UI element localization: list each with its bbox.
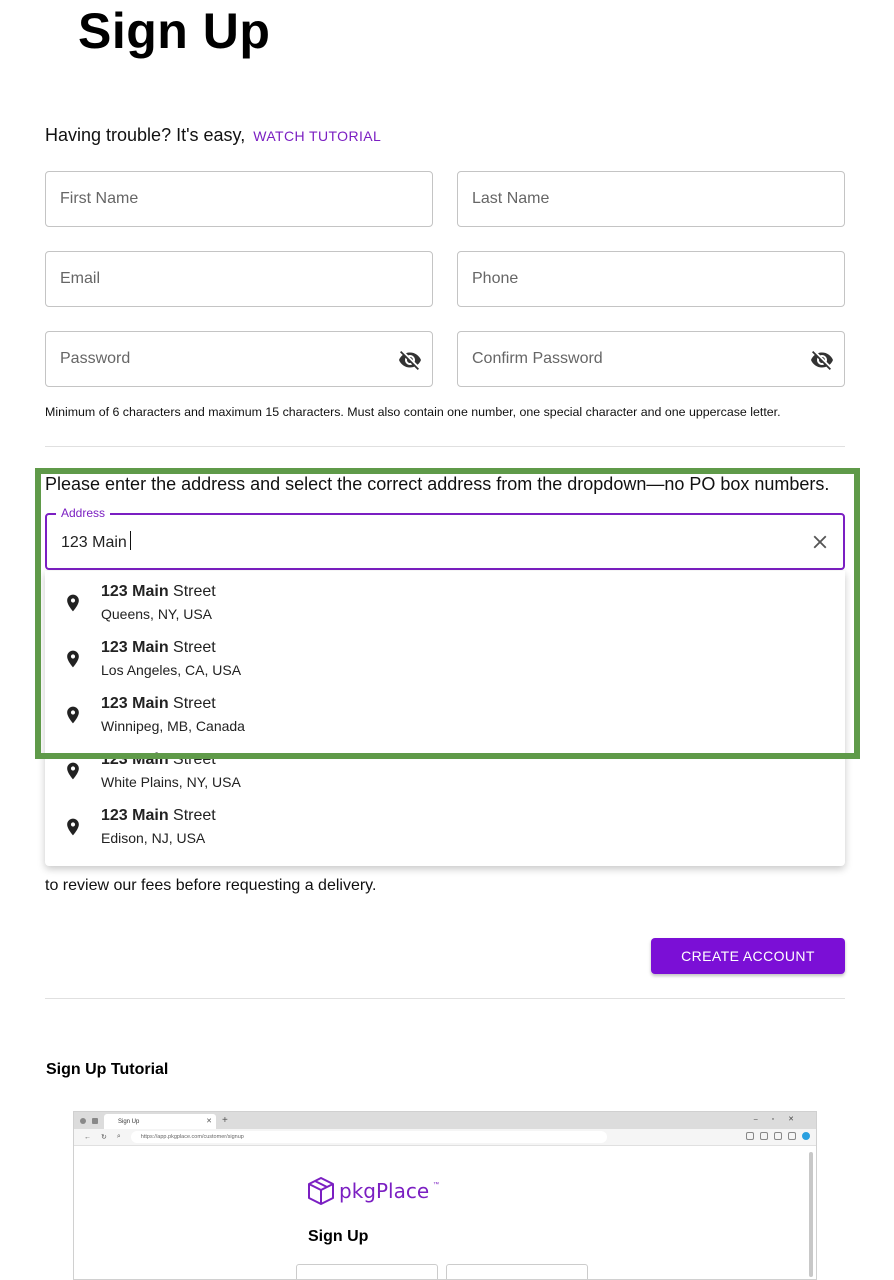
logo-trademark: ™: [433, 1182, 440, 1188]
location-pin-icon: [63, 703, 83, 727]
video-browser-tab: Sign Up ✕: [104, 1114, 216, 1129]
profile-icon: [80, 1118, 86, 1124]
video-input-box: [296, 1264, 438, 1280]
suggestion-secondary: White Plains, NY, USA: [101, 774, 241, 790]
text-caret: [130, 531, 132, 550]
help-text: Having trouble? It's easy,: [45, 125, 246, 145]
phone-field[interactable]: [457, 251, 845, 307]
tab-actions-icon: [92, 1118, 98, 1124]
location-pin-icon: [63, 815, 83, 839]
page-title: Sign Up: [78, 3, 271, 59]
divider: [45, 998, 845, 999]
last-name-field[interactable]: [457, 171, 845, 227]
suggestion-secondary: Queens, NY, USA: [101, 606, 213, 622]
address-suggestions-dropdown: [45, 571, 845, 866]
first-name-input[interactable]: [60, 190, 418, 208]
suggestion-secondary: Los Angeles, CA, USA: [101, 662, 242, 678]
suggestion-primary: 123 Main Street: [101, 751, 216, 768]
video-browser-tabbar: [74, 1112, 816, 1129]
video-page-body: [74, 1146, 816, 1280]
address-instruction: Please enter the address and select the correct address from the dropdown—no PO box numbers.: [45, 474, 830, 494]
suggestion-option[interactable]: [45, 631, 845, 687]
email-field[interactable]: [45, 251, 433, 307]
logo-text: pkgPlace: [339, 1179, 430, 1203]
address-field[interactable]: [45, 506, 845, 570]
divider: [45, 446, 845, 447]
suggestion-option[interactable]: [45, 743, 845, 799]
location-pin-icon: [63, 591, 83, 615]
plus-icon: +: [222, 1115, 228, 1126]
suggestion-option[interactable]: [45, 799, 845, 855]
copilot-icon: [802, 1132, 810, 1140]
suggestion-primary: 123 Main Street: [101, 583, 216, 600]
email-input[interactable]: [60, 270, 418, 288]
location-pin-icon: [63, 647, 83, 671]
location-pin-icon: [63, 759, 83, 783]
password-hint: Minimum of 6 characters and maximum 15 characters. Must also contain one number, one special character and one uppercase letter.: [45, 405, 781, 419]
first-name-field[interactable]: [45, 171, 433, 227]
eye-off-icon[interactable]: [810, 348, 834, 372]
toolbar-icon: [746, 1132, 754, 1140]
back-icon: ←: [84, 1133, 91, 1141]
notice-line-2: to review our fees before requesting a delivery.: [45, 877, 377, 894]
suggestion-primary: 123 Main Street: [101, 695, 216, 712]
video-scrollbar: [809, 1152, 813, 1277]
tutorial-video[interactable]: [73, 1111, 817, 1280]
suggestion-option[interactable]: [45, 687, 845, 743]
suggestion-secondary: Winnipeg, MB, Canada: [101, 718, 245, 734]
confirm-password-field[interactable]: [457, 331, 845, 387]
video-url: https://app.pkgplace.com/customer/signup: [131, 1131, 607, 1143]
phone-input[interactable]: [472, 270, 830, 288]
pkgplace-logo: [307, 1176, 439, 1206]
video-browser-addressbar: [74, 1129, 816, 1146]
window-controls-icon: –▫✕: [753, 1116, 808, 1123]
help-row: [45, 125, 381, 146]
create-account-button[interactable]: CREATE ACCOUNT: [651, 938, 845, 974]
toolbar-icon: [788, 1132, 796, 1140]
password-input[interactable]: [60, 350, 418, 368]
clear-icon[interactable]: [809, 531, 831, 553]
address-input[interactable]: 123 Main: [61, 531, 131, 552]
video-input-box: [446, 1264, 588, 1280]
tutorial-title: Sign Up Tutorial: [46, 1061, 169, 1078]
confirm-password-input[interactable]: [472, 350, 830, 368]
eye-off-icon[interactable]: [398, 348, 422, 372]
video-toolbar: [746, 1132, 810, 1140]
last-name-input[interactable]: [472, 190, 830, 208]
suggestion-secondary: Edison, NJ, USA: [101, 830, 206, 846]
toolbar-icon: [774, 1132, 782, 1140]
video-heading: Sign Up: [308, 1228, 369, 1245]
watch-tutorial-link[interactable]: WATCH TUTORIAL: [253, 128, 382, 144]
suggestion-option[interactable]: [45, 575, 845, 631]
toolbar-icon: [760, 1132, 768, 1140]
suggestion-primary: 123 Main Street: [101, 639, 216, 656]
cube-icon: [307, 1176, 335, 1206]
password-field[interactable]: [45, 331, 433, 387]
search-icon: ⌕: [116, 1133, 121, 1140]
refresh-icon: ↻: [101, 1134, 107, 1141]
suggestion-primary: 123 Main Street: [101, 807, 216, 824]
close-icon: ✕: [206, 1118, 212, 1125]
address-label: Address: [56, 506, 110, 520]
